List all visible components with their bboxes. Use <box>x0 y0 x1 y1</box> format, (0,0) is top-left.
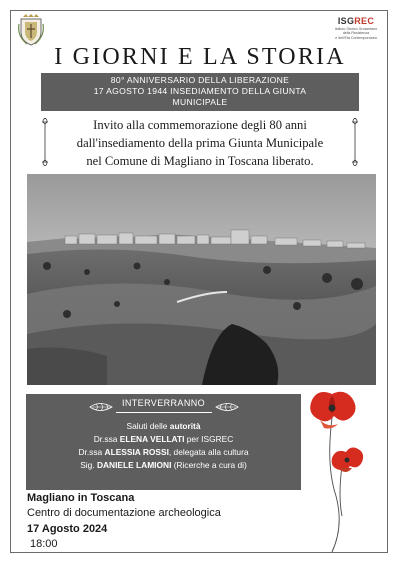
speaker-line: Dr.ssa ELENA VELLATI per ISGREC <box>93 434 234 444</box>
event-time: 18:00 <box>30 537 58 550</box>
municipal-crest-icon <box>18 14 44 46</box>
isgrec-logo <box>330 16 382 40</box>
speaker-line: Saluti delle autorità <box>126 421 201 431</box>
logo-name: ISGREC <box>337 16 375 26</box>
speaker-line: Dr.ssa ALESSIA ROSSI, delegata alla cultura <box>78 447 249 457</box>
page-title: I GIORNI E LA STORIA <box>54 44 346 70</box>
poppy-icon <box>302 386 374 554</box>
subtitle-line: 80° ANNIVERSARIO DELLA LIBERAZIONE <box>110 75 290 85</box>
subtitle-line: MUNICIPALE <box>172 97 228 107</box>
left-ornament-icon <box>40 118 50 166</box>
speakers-band <box>26 394 301 490</box>
historic-landscape-photo <box>27 174 376 385</box>
subtitle-band <box>41 73 359 111</box>
laurel-left-icon <box>88 398 114 416</box>
event-place: Magliano in Toscana <box>27 492 135 504</box>
laurel-right-icon <box>214 398 240 416</box>
subtitle-line: 17 AGOSTO 1944 INSEDIAMENTO DELLA GIUNTA <box>93 86 307 96</box>
logo-subtitle: Istituto Storico Grossetano della Resistenza e dell'Età Contemporanea <box>334 27 378 40</box>
event-venue: Centro di documentazione archeologica <box>27 507 221 520</box>
event-info <box>27 491 221 552</box>
invitation-text: Invito alla commemorazione degli 80 anni dall'insediamento della prima Giunta Municipale nel Comune di Magliano in Toscana liberato. <box>76 118 324 168</box>
speakers-list <box>26 420 301 472</box>
speaker-line: Sig. DANIELE LAMIONI (Ricerche a cura di) <box>80 460 247 470</box>
right-ornament-icon <box>350 118 360 166</box>
event-date: 17 Agosto 2024 <box>27 522 108 535</box>
speakers-heading: INTERVERRANNO <box>26 398 301 412</box>
